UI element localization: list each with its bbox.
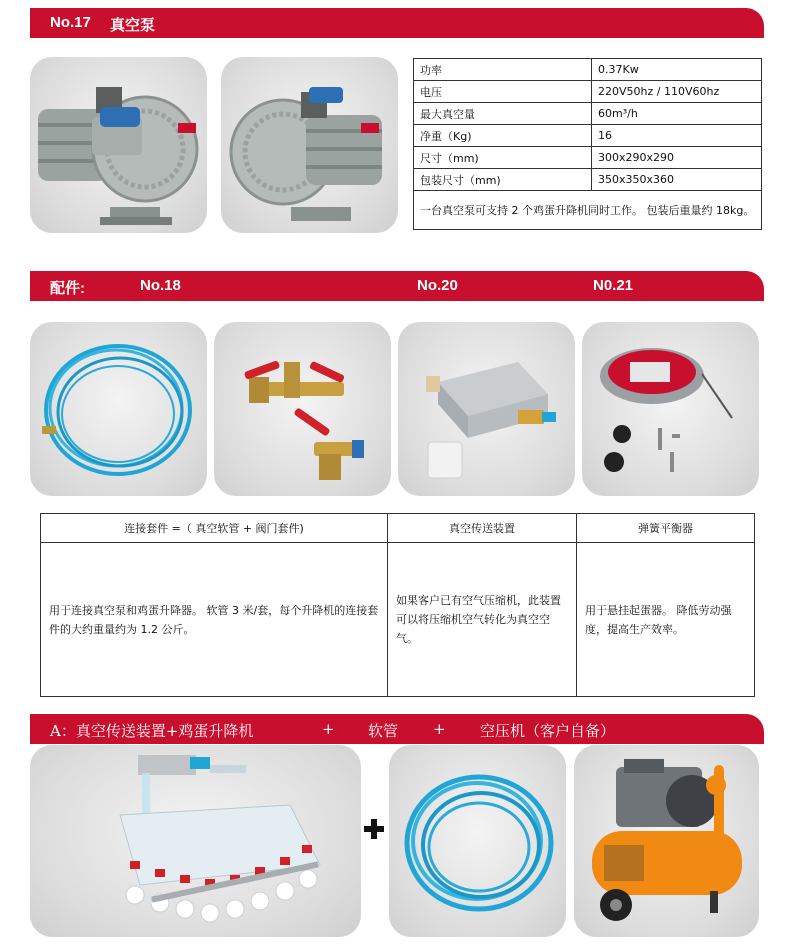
parts-banner [30,271,764,301]
spec-row [414,81,762,103]
parts-no20: No.20 [417,277,458,294]
parts-no21: N0.21 [593,277,634,294]
spec-note: 一台真空泵可支持 2 个鸡蛋升降机同时工作。 包装后重量约 18kg。 [414,191,762,230]
spec-value: 350x350x360 [592,169,762,191]
section-17-no: No.17 [50,14,91,31]
section-a-hose: 软管 [368,722,399,740]
parts-description-row [41,543,755,697]
spec-value: 300x290x290 [592,147,762,169]
egg-lifter-image [30,745,361,937]
section-a-compressor: 空压机（客户自备） [480,722,616,740]
vacuum-pump-spec-table [413,58,762,230]
spec-key: 尺寸（mm) [414,147,592,169]
hose-image [30,322,207,496]
parts-no18: No.18 [140,277,181,294]
parts-header-spring-balancer: 弹簧平衡器 [577,514,755,543]
parts-header-connection-kit: 连接套件 =（ 真空软管 + 阀门套件) [41,514,388,543]
section-17-title: 真空泵 [110,17,156,34]
vacuum-pump-image [30,57,207,233]
spec-row [414,169,762,191]
parts-desc-connection-kit: 用于连接真空泵和鸡蛋升降器。 软管 3 米/套，每个升降机的连接套件的大约重量约为 1.2 公斤。 [41,543,388,697]
section-a-plus-1: + [322,720,335,738]
spec-key: 最大真空量 [414,103,592,125]
spec-row [414,59,762,81]
section-a-plus-2: + [433,720,446,738]
spec-row [414,103,762,125]
spec-value: 220V50hz / 110V60hz [592,81,762,103]
parts-description-table [40,513,755,697]
section-17-banner [30,8,764,38]
spec-row [414,147,762,169]
parts-desc-spring-balancer: 用于悬挂起蛋器。 降低劳动强度，提高生产效率。 [577,543,755,697]
valve-kit-image [214,322,391,496]
section-a-hose-image [389,745,566,937]
spec-key: 包装尺寸（mm) [414,169,592,191]
spec-key: 净重（Kg) [414,125,592,147]
section-a-prefix: A：真空传送装置+鸡蛋升降机 [50,722,254,740]
parts-label: 配件: [50,280,85,297]
spec-note-row [414,191,762,230]
spec-value: 16 [592,125,762,147]
spec-row [414,125,762,147]
spec-key: 功率 [414,59,592,81]
air-compressor-image [574,745,759,937]
spec-value: 0.37Kw [592,59,762,81]
spec-key: 电压 [414,81,592,103]
section-a-banner [30,714,764,744]
spec-value: 60m³/h [592,103,762,125]
vacuum-transfer-device-image [398,322,575,496]
plus-icon [364,819,384,839]
parts-desc-transfer-device: 如果客户已有空气压缩机，此装置可以将压缩机空气转化为真空空气。 [388,543,577,697]
parts-header-transfer-device: 真空传送装置 [388,514,577,543]
parts-header-row [41,514,755,543]
spring-balancer-image [582,322,759,496]
vacuum-pump-side-image [221,57,398,233]
